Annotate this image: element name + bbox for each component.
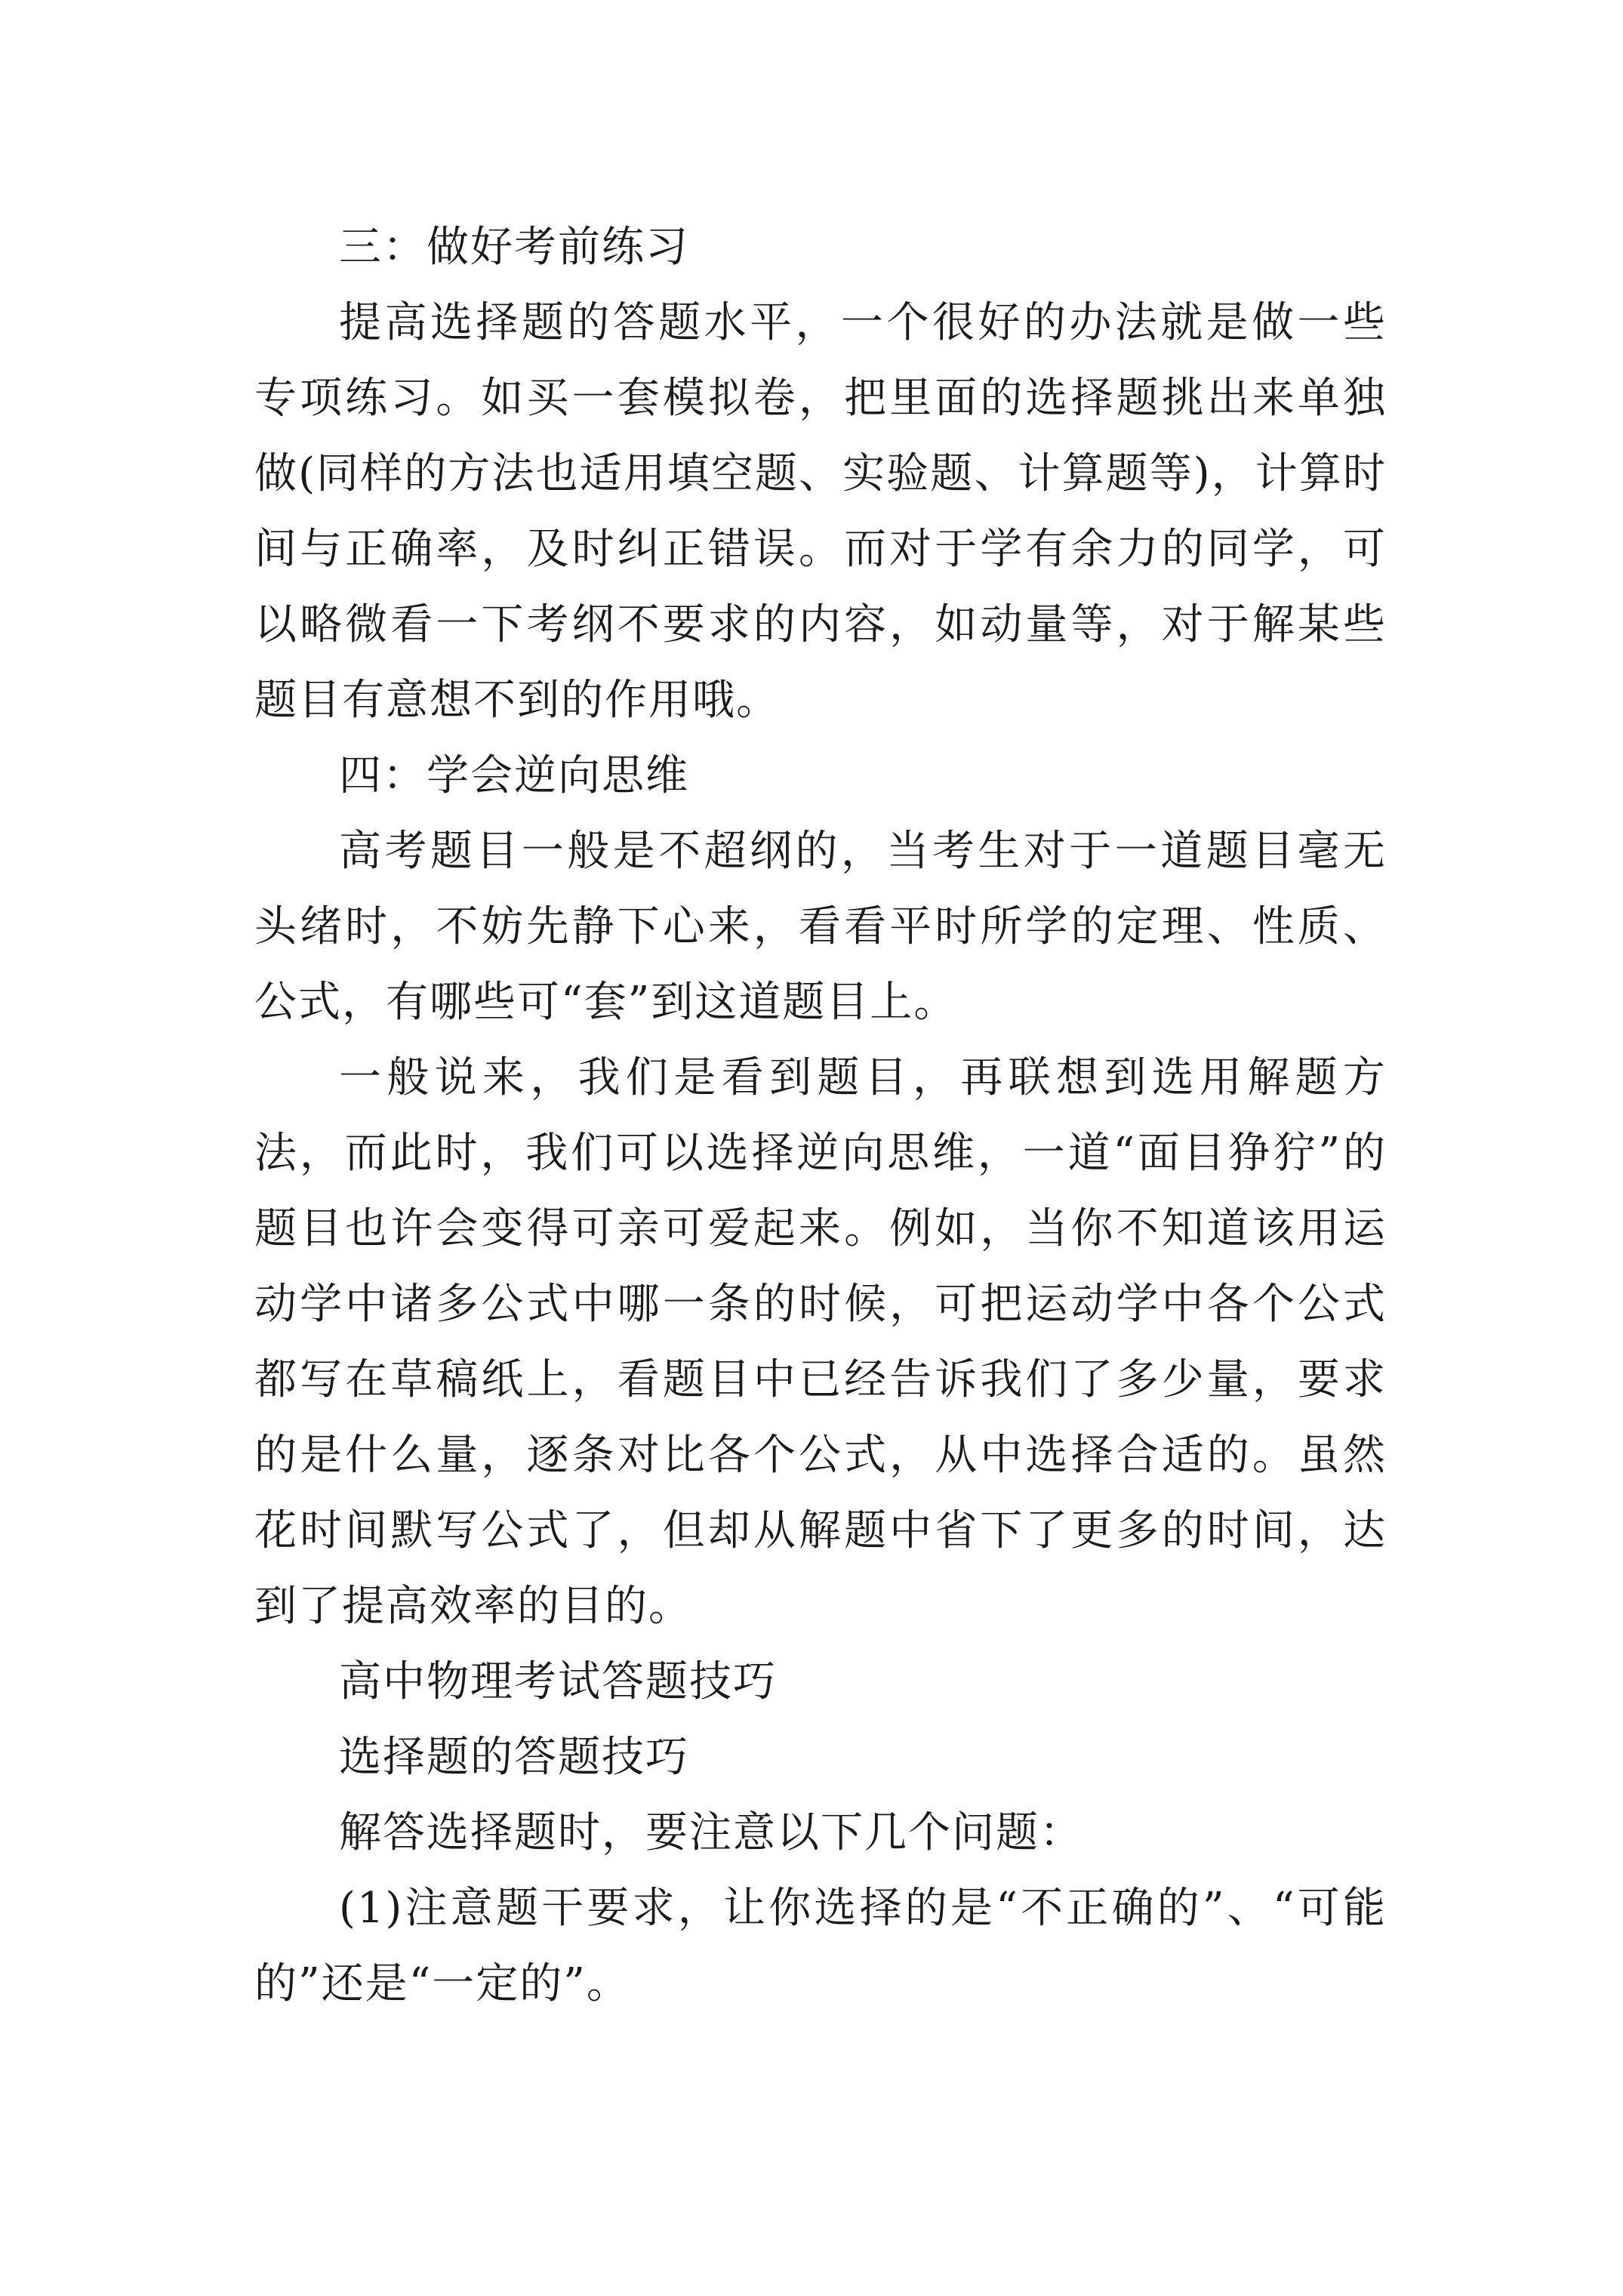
section-heading-practice: 三：做好考前练习: [339, 223, 689, 272]
paragraph-reverse-thinking: 一般说来，我们是看到题目，再联想到选用解题方法，而此时，我们可以选择逆向思维，一道“面目狰狞”的题目也许会变得可亲可爱起来。例如，当你不知道该用运动学中诸多公式中哪一条的时候，可把运动学中各个公式都写在草稿纸上，看题目中已经告诉我们了多少量，要求的是什么量，逐条对比各个公式，从中选择合适的。虽然花时间默写公式了，但却从解题中省下了更多的时间，达到了提高效率的目的。: [254, 1053, 1387, 1631]
section-heading-exam-tips: 高中物理考试答题技巧: [339, 1657, 777, 1706]
paragraph-practice: 提高选择题的答题水平，一个很好的办法就是做一些专项练习。如买一套模拟卷，把里面的选择题挑出来单独做(同样的方法也适用填空题、实验题、计算题等)，计算时间与正确率，及时纠正错误。而对于学有余力的同学，可以略微看一下考纲不要求的内容，如动量等，对于解某些题目有意想不到的作用哦。: [254, 298, 1387, 725]
document-body: [254, 210, 1387, 2022]
section-heading-choice-tips: 选择题的答题技巧: [339, 1733, 689, 1782]
paragraph-choice-intro: 解答选择题时，要注意以下几个问题：: [339, 1808, 1083, 1857]
section-heading-reverse-thinking: 四：学会逆向思维: [339, 751, 689, 800]
paragraph-choice-point-1: (1)注意题干要求，让你选择的是“不正确的”、“可能的”还是“一定的”。: [254, 1884, 1387, 2008]
paragraph-exam-scope: 高考题目一般是不超纲的，当考生对于一道题目毫无头绪时，不妨先静下心来，看看平时所学的定理、性质、公式，有哪些可“套”到这道题目上。: [254, 827, 1387, 1027]
